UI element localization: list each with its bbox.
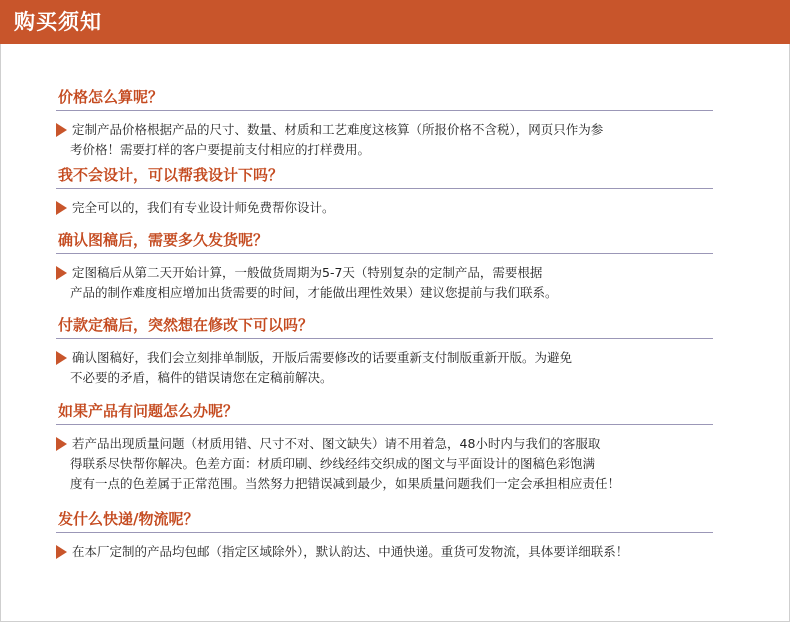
answer-block — [56, 198, 713, 218]
triangle-bullet-icon — [56, 201, 67, 215]
answer-line: 定制产品价格根据产品的尺寸、数量、材质和工艺难度这核算（所报价格不含税），网页只作为参 — [72, 122, 604, 137]
faq-section-modification — [56, 314, 713, 388]
answer-line: 考价格！需要打样的客户要提前支付相应的打样费用。 — [70, 142, 371, 157]
divider — [56, 424, 713, 425]
question-title: 确认图稿后，需要多久发货呢？ — [58, 231, 269, 249]
answer-line: 不必要的矛盾，稿件的错误请您在定稿前解决。 — [70, 370, 333, 385]
page-header — [0, 0, 790, 44]
triangle-bullet-icon — [56, 545, 67, 559]
divider — [56, 188, 713, 189]
page-title: 购买须知 — [14, 10, 102, 34]
question-title: 价格怎么算呢？ — [58, 88, 164, 106]
answer-line: 在本厂定制的产品均包邮（指定区域除外），默认韵达、中通快递。重货可发物流，具体要详细联系！ — [72, 544, 629, 559]
answer-block — [56, 434, 713, 494]
answer-block — [56, 120, 713, 160]
question-title: 如果产品有问题怎么办呢？ — [58, 402, 239, 420]
answer-block — [56, 542, 713, 562]
answer-block — [56, 348, 713, 388]
answer-line: 产品的制作难度相应增加出货需要的时间，才能做出理性效果）建议您提前与我们联系。 — [70, 285, 558, 300]
faq-section-price — [56, 86, 713, 160]
question-title: 发什么快递/物流呢？ — [58, 510, 199, 528]
divider — [56, 253, 713, 254]
divider — [56, 110, 713, 111]
answer-line: 定图稿后从第二天开始计算，一般做货周期为5-7天（特别复杂的定制产品，需要根据 — [72, 265, 543, 280]
faq-section-quality — [56, 400, 713, 494]
triangle-bullet-icon — [56, 123, 67, 137]
triangle-bullet-icon — [56, 266, 67, 280]
triangle-bullet-icon — [56, 351, 67, 365]
divider — [56, 532, 713, 533]
answer-block — [56, 263, 713, 303]
answer-line: 若产品出现质量问题（材质用错、尺寸不对、图文缺失）请不用着急，48小时内与我们的客服取 — [72, 436, 601, 451]
faq-section-shipping — [56, 508, 713, 562]
divider — [56, 338, 713, 339]
faq-section-delivery-time — [56, 229, 713, 303]
answer-line: 得联系尽快帮你解决。色差方面：材质印刷、纱线经纬交织成的图文与平面设计的图稿色彩饱满 — [70, 456, 596, 471]
answer-line: 完全可以的，我们有专业设计师免费帮你设计。 — [72, 200, 335, 215]
answer-line: 确认图稿好，我们会立刻排单制版，开版后需要修改的话要重新支付制版重新开版。为避免 — [72, 350, 573, 365]
triangle-bullet-icon — [56, 437, 67, 451]
question-title: 我不会设计，可以帮我设计下吗？ — [58, 166, 284, 184]
faq-section-design — [56, 164, 713, 218]
answer-line: 度有一点的色差属于正常范围。当然努力把错误减到最少，如果质量问题我们一定会承担相应责任！ — [70, 476, 621, 491]
question-title: 付款定稿后，突然想在修改下可以吗？ — [58, 316, 314, 334]
